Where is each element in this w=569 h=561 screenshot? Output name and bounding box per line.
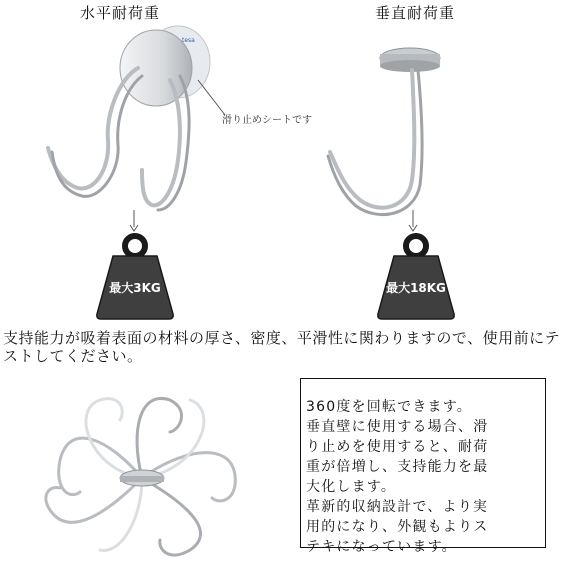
non-slip-sheet-label: 滑り止めシートです (222, 115, 312, 126)
rotation-line: 360度を回転できます。 (306, 399, 473, 415)
svg-text:tesa: tesa (182, 37, 195, 44)
weight-label-vertical: 最大18KG (386, 281, 446, 295)
rotation-line: 重が倍増し、支持能力を最 (306, 459, 489, 475)
arrow-down-icon (407, 210, 419, 232)
horizontal-load-title: 水平耐荷重 (80, 4, 161, 22)
rotation-info-box (300, 378, 546, 555)
weight-icon-vertical (366, 232, 466, 322)
rotation-line: 垂直壁に使用する場合、滑 (306, 419, 489, 435)
rotation-line: テキになっています。 (306, 539, 457, 555)
rotation-line: 革新的収納設計で、より実 (306, 499, 489, 515)
rotation-line: り止めを使用すると、耐荷 (306, 439, 489, 455)
rotation-line: 大化します。 (306, 479, 397, 495)
usage-notice: 支持能力が吸着表面の材料の厚さ、密度、平滑性に関わりますので、使用前にテストしてください。 (3, 329, 561, 365)
weight-label-horizontal: 最大3KG (109, 281, 161, 295)
weight-icon-horizontal (85, 232, 185, 322)
vertical-load-title: 垂直耐荷重 (375, 4, 456, 22)
rotation-info-text (306, 397, 541, 557)
rotation-line: 用的になり、外観もよりス (306, 519, 489, 535)
horizontal-hook-image (30, 20, 250, 220)
vertical-hook-image (320, 40, 460, 220)
rotation-hooks-image (30, 380, 260, 560)
arrow-down-icon (128, 210, 140, 232)
